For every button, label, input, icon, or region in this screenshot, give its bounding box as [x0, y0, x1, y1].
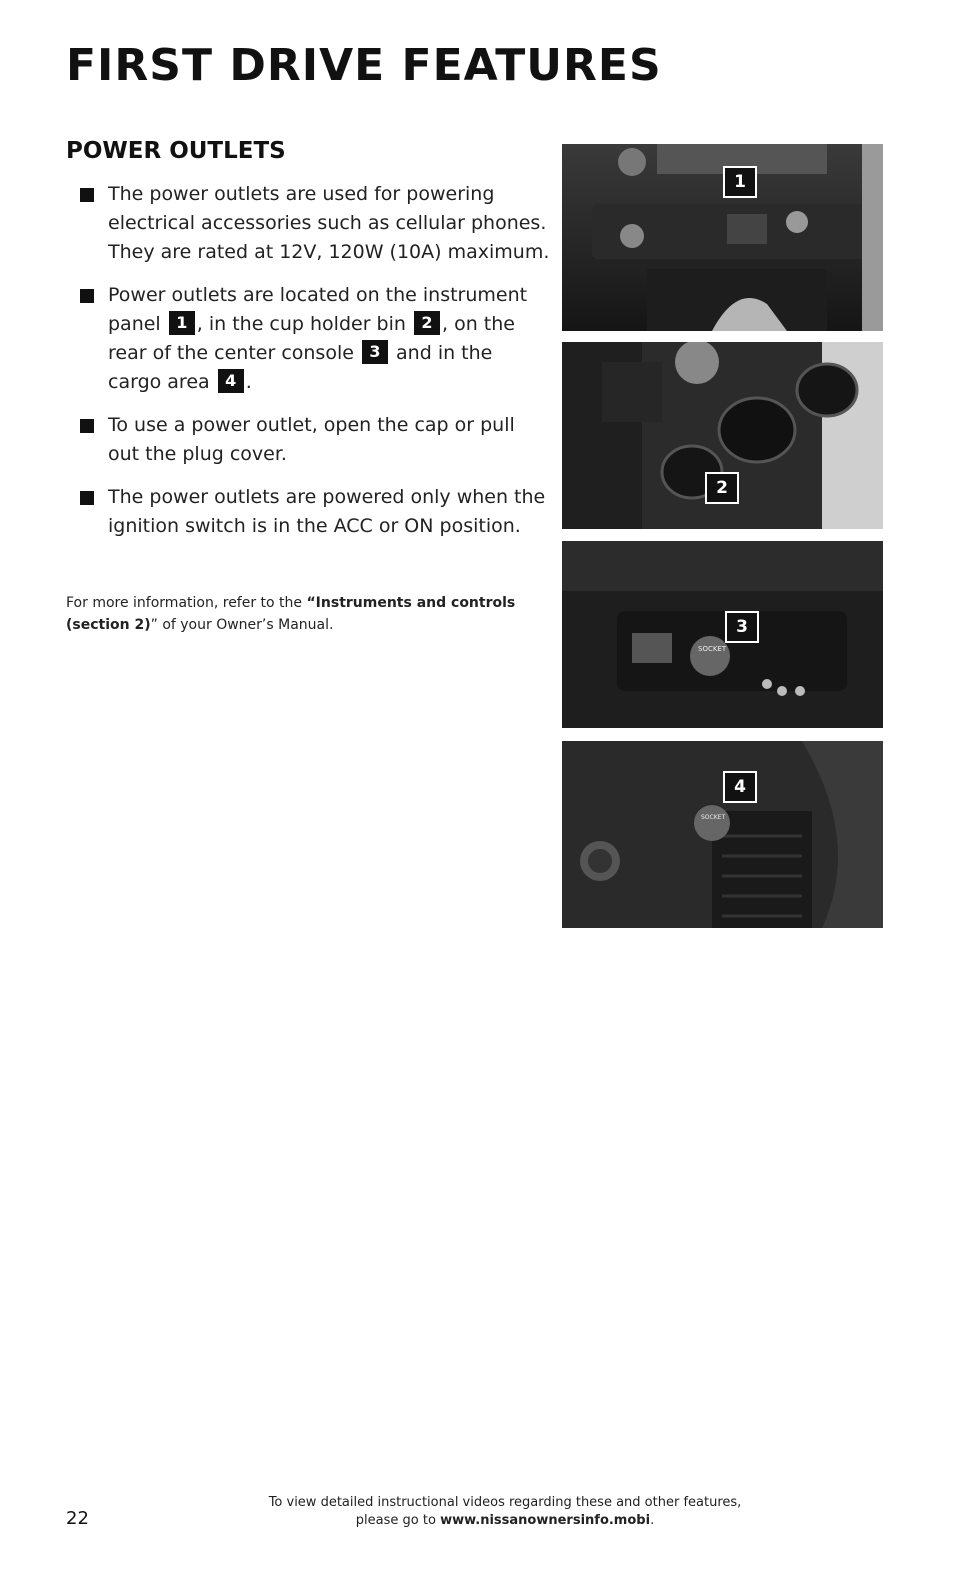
callout-badge: 2 — [414, 311, 440, 335]
bullet-text: and in the cargo area — [108, 342, 493, 393]
callout-badge: 4 — [218, 369, 244, 393]
bullet-text: Power outlets are located on the instrument panel — [108, 284, 528, 335]
photo-callout-badge: 3 — [725, 611, 759, 643]
socket-label: SOCKET — [701, 814, 726, 821]
bullet-text: , in the cup holder bin — [196, 313, 406, 335]
square-bullet-icon — [80, 188, 94, 202]
photo-cup-holder — [562, 342, 883, 529]
callout-badge: 3 — [362, 340, 388, 364]
footer-link[interactable]: www.nissanownersinfo.mobi — [440, 1513, 651, 1528]
bullet-item — [80, 180, 550, 267]
section-title: POWER OUTLETS — [66, 138, 286, 164]
page-title: FIRST DRIVE FEATURES — [66, 40, 662, 91]
photo-callout-badge: 1 — [723, 166, 757, 198]
footer-line-2 — [250, 1512, 760, 1530]
callout-badge: 1 — [169, 311, 195, 335]
rear-console-illustration — [562, 541, 883, 728]
footer-suffix: . — [650, 1513, 655, 1528]
socket-label: SOCKET — [698, 645, 727, 653]
bullet-text: . — [245, 371, 252, 393]
photo-callout-badge: 4 — [723, 771, 757, 803]
photo-callout-badge: 2 — [705, 472, 739, 504]
page-number: 22 — [66, 1508, 89, 1529]
bullet-text: To use a power outlet, open the cap or pull out the plug cover. — [108, 414, 515, 465]
bullet-text: , on the rear of the center console — [108, 313, 515, 364]
note-suffix: ” of your Owner’s Manual. — [150, 617, 334, 633]
bullet-list — [80, 180, 550, 555]
bullet-item — [80, 411, 550, 469]
note-prefix: For more information, refer to the — [66, 595, 307, 611]
footer-prefix: please go to — [355, 1513, 441, 1528]
bullet-item — [80, 281, 550, 397]
reference-note — [66, 592, 546, 636]
footer-text — [250, 1494, 760, 1530]
bullet-item — [80, 483, 550, 541]
bullet-text: The power outlets are powered only when the ignition switch is in the ACC or ON position. — [108, 486, 546, 537]
photo-cargo-area — [562, 741, 883, 928]
photo-rear-console — [562, 541, 883, 728]
bullet-text: The power outlets are used for powering electrical accessories such as cellular phones. They are rated at 12V, 120W (10A) maximum. — [108, 183, 550, 263]
square-bullet-icon — [80, 419, 94, 433]
cargo-area-illustration — [562, 741, 883, 928]
footer-line-1: To view detailed instructional videos regarding these and other features, — [268, 1495, 742, 1510]
square-bullet-icon — [80, 289, 94, 303]
note-bold: “Instruments and controls (section 2) — [66, 595, 516, 633]
photo-instrument-panel — [562, 144, 883, 331]
square-bullet-icon — [80, 491, 94, 505]
